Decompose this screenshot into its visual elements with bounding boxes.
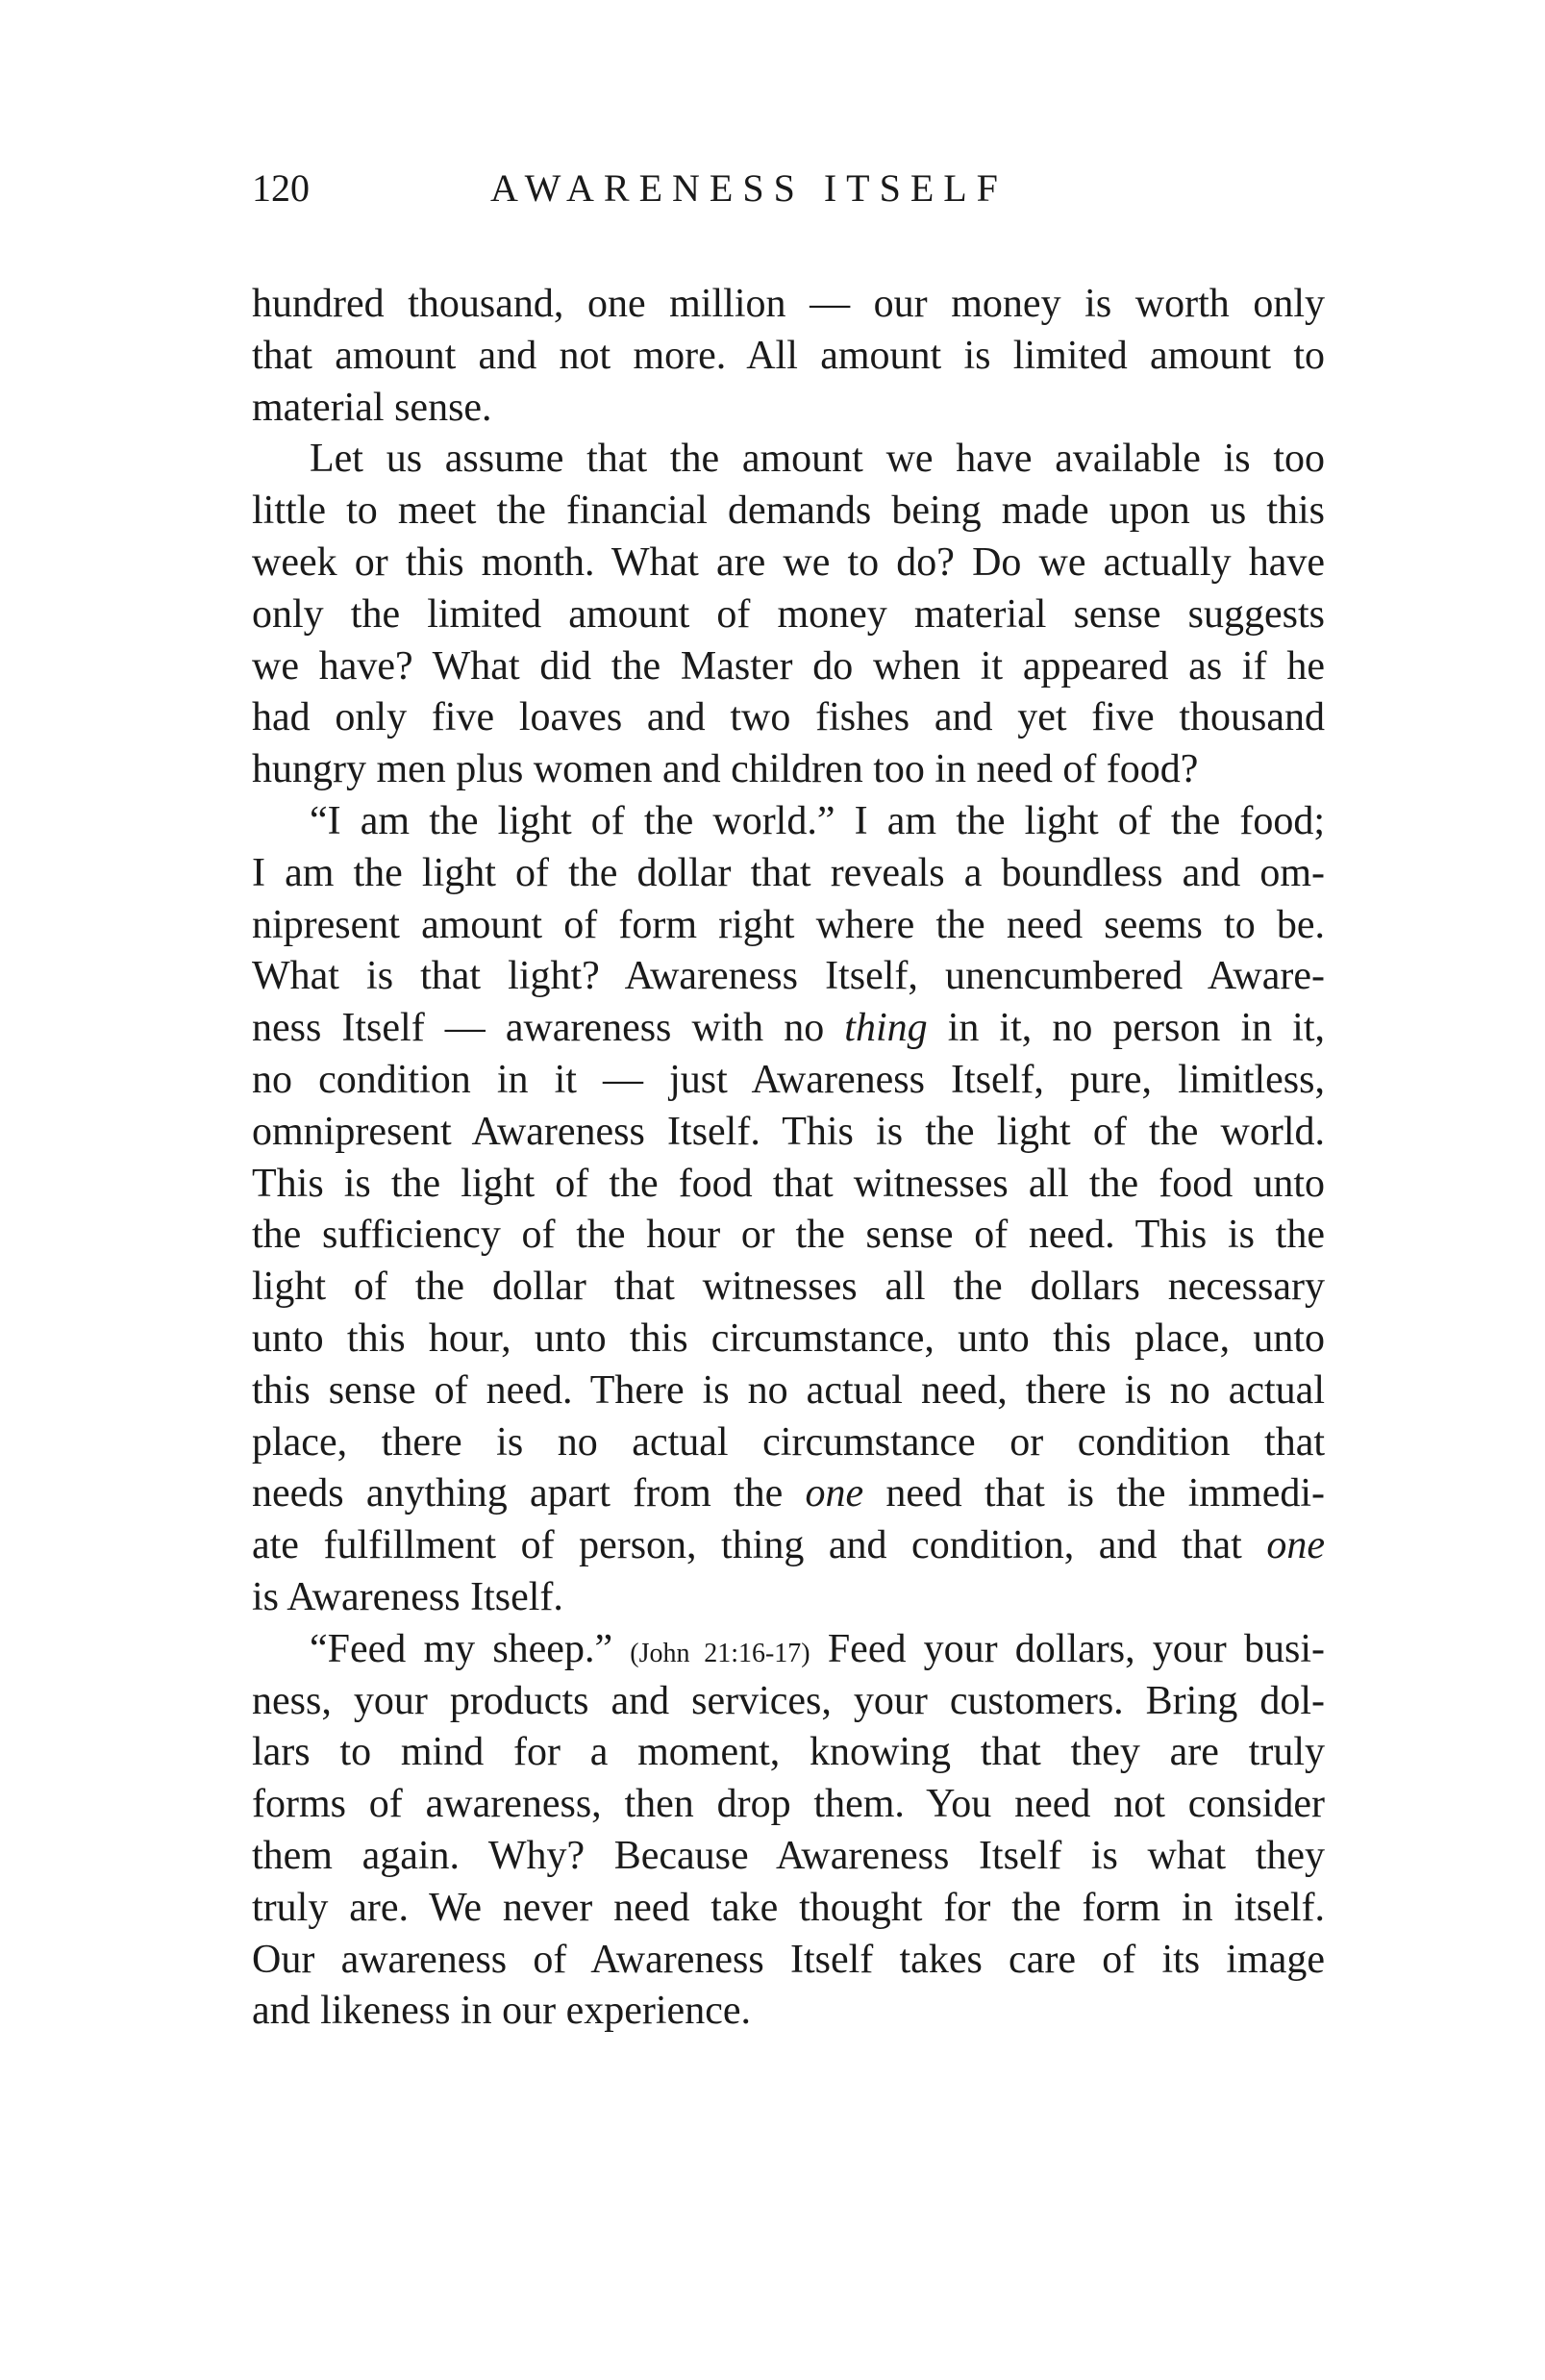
text-line-with-reference: [252, 1624, 1325, 1676]
text-line-with-emphasis: [252, 1520, 1325, 1572]
emphasis-thing: thing: [844, 1006, 928, 1051]
text-line: ness, your products and services, your customers. Bring dol-: [252, 1678, 1325, 1723]
book-title: AWARENESS ITSELF: [490, 166, 1008, 210]
text-line: truly are. We never need take thought for the form in itself.: [252, 1885, 1325, 1930]
text-line: no condition in it — just Awareness Itself, pure, limitless,: [252, 1057, 1325, 1102]
text-fragment: ate fulfillment of person, thing and condition, and that: [252, 1523, 1242, 1568]
text-fragment: needs anything apart from the: [252, 1471, 784, 1516]
text-line: and likeness in our experience.: [252, 1989, 751, 2034]
scripture-reference: (John 21:16-17): [630, 1638, 810, 1668]
running-head: [252, 160, 1329, 217]
text-fragment: ness Itself — awareness with no: [252, 1006, 825, 1051]
text-line: the sufficiency of the hour or the sense of need. This is the: [252, 1213, 1325, 1258]
text-line: forms of awareness, then drop them. You need not consider: [252, 1782, 1325, 1827]
text-line: week or this month. What are we to do? Do we actually have: [252, 539, 1325, 585]
text-line-with-emphasis: [252, 1003, 1325, 1055]
text-line: hungry men plus women and children too in need of food?: [252, 747, 1199, 792]
text-fragment: need that is the immedi-: [885, 1471, 1326, 1516]
text-line: hundred thousand, one million — our money is worth only: [252, 282, 1325, 326]
page-number: 120: [252, 166, 310, 210]
text-fragment: Feed your dollars, your busi-: [827, 1626, 1325, 1671]
text-line: nipresent amount of form right where the need seems to be.: [252, 902, 1325, 947]
text-line: only the limited amount of money material sense suggests: [252, 591, 1325, 637]
text-line: light of the dollar that witnesses all the dollars necessary: [252, 1265, 1325, 1310]
text-line: material sense.: [252, 385, 492, 430]
text-line: is Awareness Itself.: [252, 1574, 563, 1619]
text-line: them again. Why? Because Awareness Itself is what they: [252, 1833, 1325, 1878]
text-line: “I am the light of the world.” I am the light of the food;: [310, 798, 1325, 843]
emphasis-one: one: [1266, 1523, 1326, 1568]
text-fragment: “Feed my sheep.”: [310, 1626, 613, 1671]
text-line: lars to mind for a moment, knowing that they are truly: [252, 1730, 1325, 1775]
body-text: [252, 279, 1325, 2038]
text-line: that amount and not more. All amount is limited amount to: [252, 333, 1325, 378]
text-line: This is the light of the food that witnesses all the food unto: [252, 1161, 1325, 1206]
text-line: place, there is no actual circumstance or condition that: [252, 1419, 1325, 1465]
emphasis-one: one: [805, 1471, 864, 1516]
text-line: we have? What did the Master do when it appeared as if he: [252, 643, 1325, 689]
text-fragment: in it, no person in it,: [947, 1006, 1326, 1051]
text-line: had only five loaves and two fishes and yet five thousand: [252, 695, 1325, 740]
text-line-with-emphasis: [252, 1468, 1325, 1520]
text-line: Our awareness of Awareness Itself takes care of its image: [252, 1937, 1325, 1982]
text-line: unto this hour, unto this circumstance, unto this place, unto: [252, 1315, 1325, 1361]
text-line: omnipresent Awareness Itself. This is the light of the world.: [252, 1109, 1325, 1154]
text-line: this sense of need. There is no actual need, there is no actual: [252, 1367, 1325, 1413]
text-line: little to meet the financial demands being made upon us this: [252, 489, 1325, 534]
text-line: Let us assume that the amount we have available is too: [310, 437, 1325, 482]
text-line: What is that light? Awareness Itself, unencumbered Aware-: [252, 954, 1325, 999]
text-line: I am the light of the dollar that reveals a boundless and om-: [252, 850, 1325, 895]
